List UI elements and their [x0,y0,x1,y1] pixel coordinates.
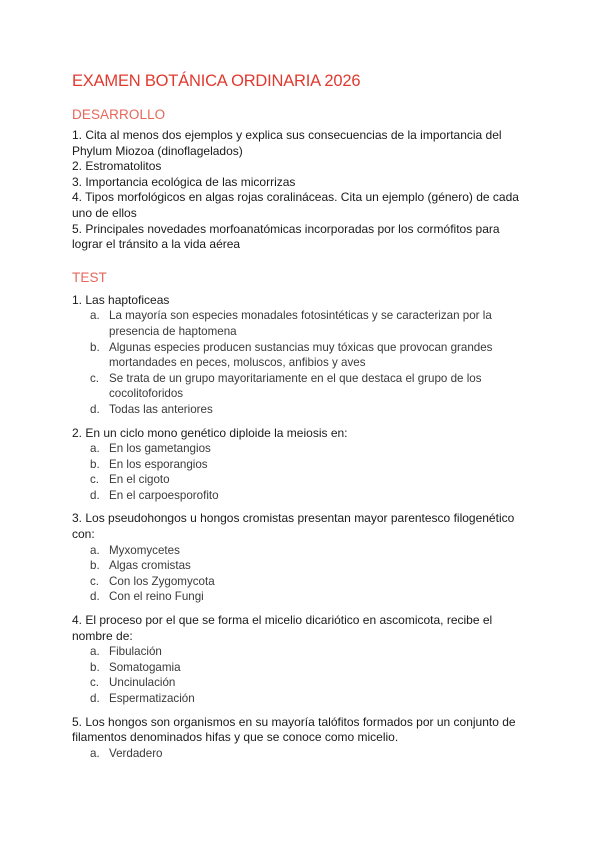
answer-option [72,691,528,707]
option-text: Somatogamia [109,660,181,674]
answer-option [72,488,528,504]
answer-option [72,675,528,691]
answer-option [72,402,528,418]
option-text: Algunas especies producen sustancias muy tóxicas que provocan grandes mortandades en peces, moluscos, anfibios y aves [109,340,493,370]
test-question [72,511,528,605]
option-letter: a. [90,543,100,557]
answer-option [72,457,528,473]
option-letter: a. [90,746,100,760]
answer-option [72,589,528,605]
section-heading-test: TEST [72,269,107,285]
option-letter: d. [90,590,100,604]
option-text: La mayoría son especies monadales fotosintéticas y se caracterizan por la presencia de haptomena [109,309,492,338]
option-letter: a. [90,309,100,323]
test-question [72,613,528,707]
exam-title: EXAMEN BOTÁNICA ORDINARIA 2026 [72,72,361,90]
answer-option [72,543,528,559]
answer-option [72,340,528,371]
option-letter: c. [90,371,100,385]
option-text: En el cigoto [109,473,170,487]
question-text: 5. Los hongos son organismos en su mayoría talófitos formados por un conjunto de filamentos denominados hifas y que se conoce como micelio. [72,714,516,745]
option-text: Espermatización [109,692,195,705]
desarrollo-item: 1. Cita al menos dos ejemplos y explica sus consecuencias de la importancia del Phylum Miozoa (dinoflagelados) [72,128,502,158]
answer-option [72,441,528,457]
exam-page [72,70,528,769]
option-letter: b. [90,559,100,573]
option-text: Algas cromistas [109,559,191,573]
answer-option [72,558,528,574]
question-text: 2. En un ciclo mono genético diploide la meiosis en: [72,425,348,440]
option-letter: a. [90,442,100,456]
option-letter: c. [90,676,100,690]
option-text: Con el reino Fungi [109,590,204,604]
answer-option [72,308,528,339]
option-text: Fibulación [109,645,162,659]
option-text: Se trata de un grupo mayoritariamente en el que destaca el grupo de los cocolitoforidos [109,371,482,401]
answer-option [72,371,528,402]
answer-option [72,574,528,590]
option-list [72,308,528,417]
option-text: En los gametangios [109,442,211,456]
answer-option [72,472,528,488]
option-letter: d. [90,488,100,502]
test-question [72,426,528,504]
section-heading-desarrollo: DESARROLLO [72,107,166,122]
question-text: 3. Los pseudohongos u hongos cromistas presentan mayor parentesco filogenético con: [72,511,515,542]
desarrollo-item: 4. Tipos morfológicos en algas rojas coralináceas. Cita un ejemplo (género) de cada uno de ellos [72,190,519,220]
option-letter: b. [90,457,100,471]
desarrollo-item: 2. Estromatolitos [72,159,162,174]
question-text: 1. Las haptoficeas [72,292,170,307]
option-letter: a. [90,645,100,659]
option-text: Uncinulación [109,676,176,690]
option-letter: c. [90,574,100,588]
question-text: 4. El proceso por el que se forma el micelio dicariótico en ascomicota, recibe el nombre de: [72,613,493,643]
option-text: Myxomycetes [109,543,180,557]
option-text: En los esporangios [109,457,208,471]
test-question [72,715,528,762]
option-text: En el carpoesporofito [109,488,219,502]
test-question [72,293,528,418]
answer-option [72,746,528,762]
option-letter: c. [90,473,100,487]
desarrollo-list [72,128,528,253]
option-letter: b. [90,340,100,354]
option-list [72,543,528,605]
option-text: Con los Zygomycota [109,574,215,588]
option-letter: d. [90,402,100,416]
answer-option [72,660,528,676]
option-list [72,746,528,762]
option-letter: d. [90,692,100,705]
option-text: Todas las anteriores [109,402,213,416]
desarrollo-item: 5. Principales novedades morfoanatómicas incorporadas por los cormófitos para lograr el tránsito a la vida aérea [72,221,500,252]
desarrollo-item: 3. Importancia ecológica de las micorrizas [72,174,296,189]
option-list [72,441,528,503]
option-text: Verdadero [109,746,163,760]
option-letter: b. [90,660,100,674]
option-list [72,644,528,706]
answer-option [72,644,528,660]
